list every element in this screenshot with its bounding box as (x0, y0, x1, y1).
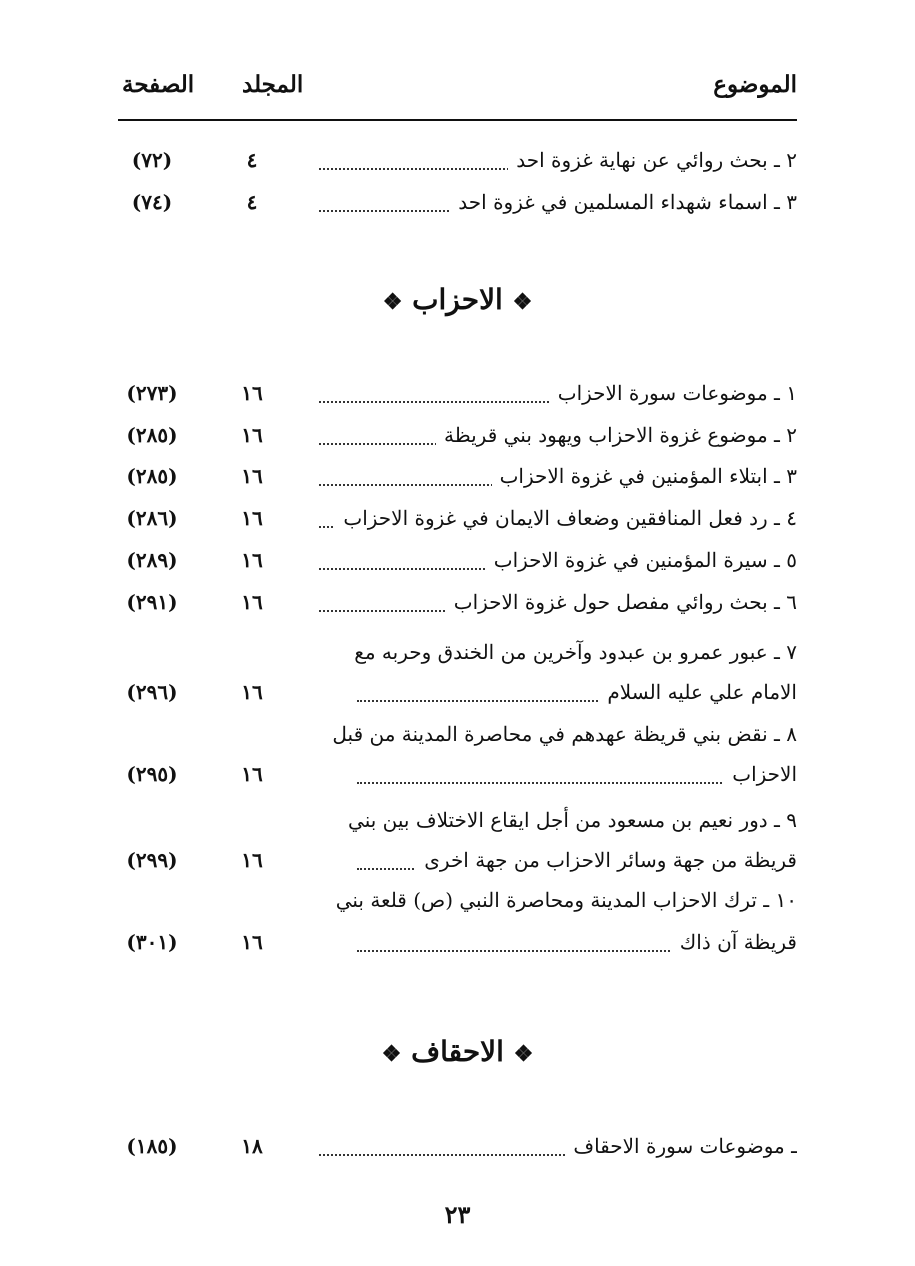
entry-page: (٧٢) (131, 148, 173, 172)
entry-page: (٢٨٥) (126, 423, 178, 447)
toc-entry (0, 1126, 915, 1166)
toc-entry (0, 140, 915, 180)
section-heading-ahqaf (0, 1030, 915, 1076)
entry-title: ٢ ـ بحث روائي عن نهاية غزوة احد (319, 140, 797, 180)
entry-title-line2: قريظة من جهة وسائر الاحزاب من جهة اخرى (357, 840, 797, 880)
entry-volume: ١٦ (241, 464, 263, 488)
entry-volume: ١٦ (241, 762, 263, 786)
toc-entry (0, 373, 915, 413)
toc-entry (0, 922, 915, 962)
entry-volume: ١٦ (241, 590, 263, 614)
entry-title-line2: الامام علي عليه السلام (357, 672, 797, 712)
entry-title-line2: الاحزاب (357, 754, 797, 794)
entry-page: (٢٨٥) (126, 464, 178, 488)
toc-entry (0, 582, 915, 622)
entry-volume: ١٦ (241, 381, 263, 405)
entry-volume: ٤ (246, 190, 258, 214)
entry-title: ١ ـ موضوعات سورة الاحزاب (319, 373, 797, 413)
entry-title-line2: قريظة آن ذاك (357, 922, 797, 962)
section-title: الاحزاب (412, 283, 503, 316)
toc-entry (0, 672, 915, 712)
ornament-icon: ❖ (381, 1041, 402, 1067)
entry-volume: ٤ (246, 148, 258, 172)
entry-volume: ١٦ (241, 848, 263, 872)
entry-title: ٢ ـ موضوع غزوة الاحزاب ويهود بني قريظة (319, 415, 797, 455)
entry-volume: ١٨ (241, 1134, 263, 1158)
column-header-page: الصفحة (122, 71, 195, 98)
toc-entry (0, 754, 915, 794)
column-header-volume: المجلد (242, 71, 304, 98)
entry-volume: ١٦ (241, 506, 263, 530)
section-heading-ahzab (0, 278, 915, 324)
toc-entry (0, 456, 915, 496)
entry-volume: ١٦ (241, 423, 263, 447)
entry-title: ٣ ـ ابتلاء المؤمنين في غزوة الاحزاب (319, 456, 797, 496)
entry-title-line1: ١٠ ـ ترك الاحزاب المدينة ومحاصرة النبي (ص) قلعة بني (335, 888, 797, 912)
entry-page: (٧٤) (131, 190, 173, 214)
entry-title: ٥ ـ سيرة المؤمنين في غزوة الاحزاب (319, 540, 797, 580)
section-title: الاحقاف (411, 1035, 504, 1068)
entry-page: (٢٩٥) (126, 762, 178, 786)
entry-title-line1: ٧ ـ عبور عمرو بن عبدود وآخرين من الخندق وحربه مع (354, 640, 797, 664)
entry-volume: ١٦ (241, 680, 263, 704)
entry-volume: ١٦ (241, 548, 263, 572)
column-header-topic: الموضوع (713, 71, 797, 98)
entry-title-line1: ٩ ـ دور نعيم بن مسعود من أجل ايقاع الاختلاف بين بني (348, 808, 797, 832)
entry-title: ٦ ـ بحث روائي مفصل حول غزوة الاحزاب (319, 582, 797, 622)
ornament-icon: ❖ (512, 289, 533, 315)
toc-entry (0, 182, 915, 222)
entry-page: (٢٨٦) (126, 506, 178, 530)
entry-page: (١٨٥) (126, 1134, 178, 1158)
ornament-icon: ❖ (513, 1041, 534, 1067)
entry-title: ٤ ـ رد فعل المنافقين وضعاف الايمان في غزوة الاحزاب (319, 498, 797, 538)
entry-page: (٢٩٦) (126, 680, 178, 704)
entry-page: (٢٧٣) (126, 381, 178, 405)
entry-page: (٢٩١) (126, 590, 178, 614)
entry-volume: ١٦ (241, 930, 263, 954)
entry-page: (٢٨٩) (126, 548, 178, 572)
entry-title-line1: ٨ ـ نقض بني قريظة عهدهم في محاصرة المدينة من قبل (332, 722, 797, 746)
header-divider (118, 119, 797, 121)
entry-page: (٢٩٩) (126, 848, 178, 872)
entry-page: (٣٠١) (126, 930, 178, 954)
page-number: ٢٣ (444, 1200, 471, 1229)
entry-title: ٣ ـ اسماء شهداء المسلمين في غزوة احد (319, 182, 797, 222)
ornament-icon: ❖ (382, 289, 403, 315)
toc-entry (0, 540, 915, 580)
toc-entry (0, 840, 915, 880)
toc-entry (0, 498, 915, 538)
toc-entry (0, 415, 915, 455)
entry-title: ـ موضوعات سورة الاحقاف (319, 1126, 797, 1166)
